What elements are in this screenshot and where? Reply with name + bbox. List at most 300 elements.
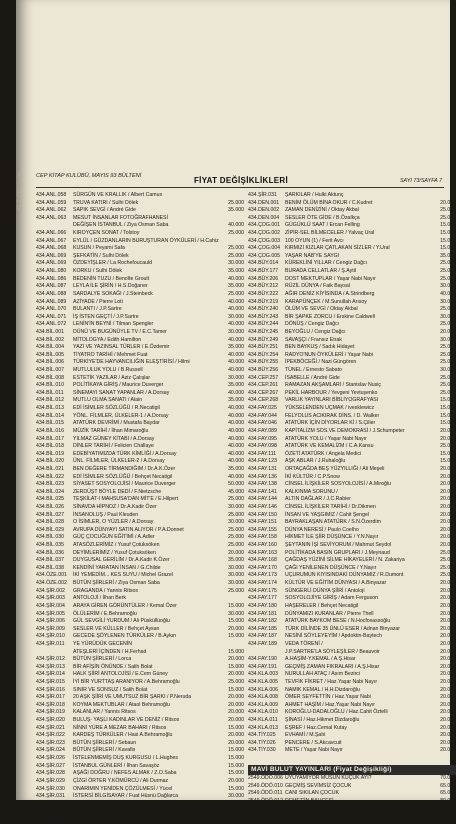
catalog-price: 25.000 [440,260,456,267]
catalog-price: 20.000 [228,709,244,716]
catalog-title: BİR ŞAPKE ZORCU / Erskine Caldwell [285,313,375,320]
catalog-title: DÜNÜ VE BUGÜNÜYLE TV / E.C.Tamer [73,328,167,335]
catalog-price: 25.000 [228,526,244,533]
catalog-row [248,321,456,329]
catalog-title: DEĞİŞEN İSTANBUL / Ziya Osman Saba [73,222,169,229]
catalog-price: 15.000 [440,397,456,404]
catalog-row [36,786,244,794]
catalog-row [36,588,244,596]
catalog-price: 25.000 [440,443,456,450]
catalog-title: DÖNÜŞ / Cengiz Dağcı [285,321,340,328]
catalog-code: 434.ANL.062 [36,207,67,214]
catalog-title: DOST MEKTUPLAR / Yaşar Nabi Nayır [285,275,376,282]
catalog-price: 35.000 [228,283,244,290]
catalog-code: 434.FAY.155 [248,526,277,533]
catalog-code: 434.ŞİR.033 [36,808,65,815]
catalog-row [248,230,456,238]
catalog-title: RAMAZAN AKŞAMLARI / Stanislav Nusiç [285,382,381,389]
catalog-code: 434.ANL.089 [36,298,67,305]
catalog-code: 434.BİL.007 [36,367,64,374]
catalog-code: 434.ŞİR.027 [36,762,65,769]
catalog-code: 434.ŞİR.031 [36,793,65,800]
catalog-price: 25.000 [440,549,456,556]
catalog-price: 25.000 [228,290,244,297]
catalog-title: PEKİL HARBOUR / Yevgeni Yevtuşenko [285,389,378,396]
catalog-price: 20.000 [440,473,456,480]
catalog-row [248,420,456,428]
catalog-row [36,557,244,565]
catalog-price: 25.000 [228,199,244,206]
catalog-price: 40.000 [228,458,244,465]
catalog-row [36,519,244,527]
catalog-code: 434.FAY.168 [248,557,277,564]
catalog-price: 20.000 [440,610,456,617]
catalog-price: 15.000 [228,815,244,822]
catalog-row [248,375,456,383]
catalog-row [36,207,244,215]
catalog-code: 434.ŞİR.018 [36,701,65,708]
catalog-title: ŞARKILAR / Hulki Aktunç [285,192,344,198]
catalog-row [248,268,456,276]
catalog-code: 434.ŞİR.032 [36,800,65,807]
catalog-title: YAŞAR NAB'YE SAYGI [285,252,340,259]
catalog-code: 434.ANL.059 [36,199,67,206]
catalog-price: 40.000 [228,222,244,229]
catalog-row [36,436,244,444]
catalog-title: SÜNGERLİ DÜNYA ŞİİRİ / Antoloji [285,587,365,594]
catalog-price: 40.000 [228,450,244,457]
catalog-code: 2549.ÖDÖ.006 [248,775,283,782]
catalog-title: MESUT İNSANLAR FOTOĞRAFHANESİ [73,214,168,221]
catalog-row [36,466,244,474]
catalog-title: ZERDÜŞT BÖYLE DEDİ / F.Nietzsche [73,488,162,495]
catalog-title: BİR AFİŞİN ÖNÜNDE / Salih Bolat [73,663,153,670]
catalog-row [248,405,456,413]
catalog-title: KÜREKLİNİ YILLAR / Cengiz Dağcı [285,260,368,267]
catalog-code: 434.FAY.138 [248,481,277,488]
catalog-price: 40.000 [228,443,244,450]
catalog-code: 434.ŞİR.012 [36,656,65,663]
catalog-code: 434.ÖZE.001 [36,572,67,579]
catalog-title: KUSUN / Peyami Safa [73,245,125,252]
catalog-row [248,747,456,755]
catalog-price: 35.000 [228,344,244,351]
catalog-code: 434.ANL.080 [36,268,67,275]
catalog-title: TRUVA KATIRI / Sulhi Dölek [73,199,139,206]
catalog-title: CİNSEL İLİŞKİLER SOSYOLOJİSİ / A.Miroğlu [285,481,391,488]
catalog-row [36,717,244,725]
catalog-title: CİNSEL İLİŞKİLER TARİHİ / Dr.Dikmen [285,503,376,510]
catalog-code: 434.ŞİR.029 [36,777,65,784]
catalog-title: AZİYADE / Pierre Loti [73,298,123,305]
catalog-price: 25.000 [228,245,244,252]
catalog-title: SOSYOLOJİYE GİRİŞ / Adam Ferguson [285,595,378,602]
catalog-price: 25.000 [228,230,244,237]
catalog-title: SESLER ÖTE GİDE / B.Özalkça [285,214,360,221]
catalog-code: 434.ŞİR.014 [36,671,65,678]
catalog-code: 434.BİL.027 [36,511,64,518]
catalog-price: 20.000 [440,618,456,625]
catalog-title: DEMET'İN BAHÇESİ [285,797,334,804]
catalog-title: BEDENİN TUZU / Benoîte Groult [73,275,150,282]
catalog-row [36,542,244,550]
catalog-price: 40.000 [228,412,244,419]
catalog-row [248,291,456,299]
catalog-code: 434.FAY.151 [248,519,277,526]
catalog-title: KALANLAR / Yannis Ritsos [73,709,136,716]
catalog-price: 20.000 [440,724,456,731]
catalog-code: 434.TİY.030 [248,747,276,754]
catalog-code: 434.ANL.086 [36,275,67,282]
catalog-code: 434.ŞİR.002 [36,587,65,594]
catalog-row [36,572,244,580]
catalog-code: 434.FAY.146 [248,503,277,510]
catalog-row [36,367,244,375]
catalog-title: KIROYÇEN SONAT / Tolstoy [73,230,140,237]
catalog-price: 25.000 [440,359,456,366]
catalog-price: 20.000 [440,640,456,647]
catalog-row [248,656,456,664]
catalog-row [248,603,456,611]
catalog-code: 434.ŞİR.026 [36,755,65,762]
catalog-title: 100 OYUN (1) / Ferit Avcı [285,237,344,244]
catalog-title: TÜRKİYE'DE HAYVANCILIĞIN ELEŞTİRİSİ / Hilmi [73,359,190,366]
catalog-row [248,775,456,783]
catalog-title: ŞEYTANIN İŞİ SEVİYORUM / Mahmut Seydol [285,542,392,549]
catalog-code: 434.BİL.001 [36,328,64,335]
catalog-price: 15.000 [228,648,244,655]
catalog-title: ŞEFKATİN / Sulhi Dölek [73,252,129,259]
catalog-row [36,268,244,276]
catalog-title: MÜZİK TARİHİ / İlhan Mimaroğlu [73,427,149,434]
catalog-row [248,222,456,230]
catalog-code: 434.BİL.030 [36,534,64,541]
catalog-title: YILMAZ GÜNEY KİTABI / A.Dorsay [73,435,155,442]
catalog-code: 434.ANL.066 [36,230,67,237]
catalog-price: 20.000 [440,739,456,746]
catalog-row [248,732,456,740]
catalog-row [248,207,456,215]
catalog-row [248,694,456,702]
catalog-title: SİNEMAYI SANAT YAPANLAR / A.Dorsay [73,389,170,396]
catalog-code: 434.ŞİR.031 [248,192,277,198]
catalog-title: 20 AŞK ŞİİRİ VE UMUTSUZ BİR ŞARKI / P.Neruda [73,694,192,701]
catalog-code: 434.BİL.035 [36,542,64,549]
catalog-row [248,443,456,451]
catalog-code: 434.BİL.011 [36,389,64,396]
catalog-row [36,359,244,367]
catalog-title: ŞİNASİ / Haz.Hikmet Dizdaroğlu [285,717,360,724]
catalog-title: A.HAŞİM-Y.KEMAL / A.Ş.Hisar [285,656,356,663]
catalog-price: 25.000 [440,382,456,389]
catalog-code: 434.FAY.160 [248,542,277,549]
catalog-title: AĞIR DENİZ KİYİSINDA / A.Strindberg [285,290,375,297]
catalog-row [36,504,244,512]
catalog-price: 25.000 [440,275,456,282]
catalog-code: 434.ŞİR.005 [36,610,65,617]
catalog-code: 434.FAY.182 [248,618,277,625]
catalog-price: 20.000 [228,701,244,708]
catalog-code: 434.FAY.136 [248,473,277,480]
catalog-price: 15.000 [440,222,456,229]
catalog-price: 20.000 [440,542,456,549]
catalog-price: 40.000 [228,359,244,366]
catalog-title: KALKINMA SORUNU / [285,488,338,495]
catalog-row [36,793,244,801]
catalog-code: 434.BİL.016 [36,427,64,434]
catalog-code: 434.ŞİR.022 [36,732,65,739]
catalog-row [36,679,244,687]
catalog-code: 434.BİL.036 [36,549,64,556]
catalog-row [248,344,456,352]
catalog-title: AŞK ABLAR / J.Ruhaloğlu [285,458,346,465]
catalog-title: ÖMER SEYFETTİN / Haz.Yaşar Nabi [285,694,371,701]
catalog-price: 40.000 [228,405,244,412]
catalog-row [36,390,244,398]
catalog-title: MUTLULUK YOLU / B.Russell [73,367,143,374]
catalog-price: 25.000 [228,511,244,518]
catalog-price: 15.000 [228,724,244,731]
catalog-title: İSABELLE / André Gide [285,374,340,381]
catalog-code: 434.ANL.069 [36,260,67,267]
catalog-code: 434.CEP.268 [248,397,279,404]
catalog-price: 20.000 [440,602,456,609]
catalog-row [248,367,456,375]
catalog-price: 65.000 [440,790,456,797]
catalog-price: 30.000 [228,328,244,335]
catalog-price: 15.000 [440,420,456,427]
catalog-code: 434.FAY.123 [248,458,277,465]
catalog-price: 40.000 [228,321,244,328]
catalog-title: KOROĞLU-DADALOĞLU / Haz.Cahit Öztelli [285,709,388,716]
catalog-title: SESLER VE KÜLLER / Behçet Aysan [73,625,160,632]
catalog-code: 434.ŞİR.011 [36,640,65,647]
catalog-code: 434.ŞİR.017 [36,694,65,701]
catalog-price: 20.000 [228,717,244,724]
catalog-row [248,314,456,322]
catalog-code: 434.ANL.072 [36,321,67,328]
catalog-price: 20.000 [440,671,456,678]
catalog-row [36,580,244,588]
catalog-price: 15.000 [228,770,244,777]
catalog-title: YÖNL. FİLMLER, ÜLKELER-1 / A.Dorsay [73,412,169,419]
catalog-code: 434.BÜY.251 [248,344,279,351]
catalog-title: PENCERE / S.Akcavcuit [285,739,342,746]
catalog-code: 434.FAY.144 [248,496,277,503]
catalog-title: ATATÜRK DEVRİMİ / Mustafa Baydar [73,420,160,427]
catalog-price: 25.000 [228,800,244,807]
catalog-code: 434.BÜY.177 [248,268,279,275]
catalog-title: DÜNYA NERESİ / Paulo Coelho [285,526,359,533]
catalog-code: 434.ANL.063 [36,214,67,221]
catalog-price: 35.000 [228,268,244,275]
catalog-row [36,808,244,816]
catalog-code: 434.ÖZE.002 [36,580,67,587]
catalog-price: 20.000 [440,526,456,533]
catalog-title: LENİN'İN BEYNİ / Tilman Spengler [73,321,154,328]
catalog-row [248,557,456,565]
catalog-code: 434.FAY.177 [248,595,277,602]
catalog-title: DUYGUSAL GERİLİM / Dr.A.Kadir K.Özer [73,557,170,564]
catalog-code: 434.FAY.175 [248,587,277,594]
catalog-title: BENİM ÖLÜM BİNA OKUR / C.Kudret [285,199,373,206]
catalog-code: 434.BÜY.249 [248,336,279,343]
catalog-code: 434.BİL.010 [36,382,64,389]
catalog-title: NURULLAH ATAÇ / Asım Bezirci [285,671,361,678]
catalog-price: 30.000 [440,298,456,305]
catalog-title: İŞ İSTEN GEÇTİ / J.P.Sartre [73,313,139,320]
catalog-price: 20.000 [440,503,456,510]
catalog-row [36,603,244,611]
catalog-price: 45.000 [228,488,244,495]
catalog-title: BULUŞ- YAŞLI KADINLAR VE DENİZ / Ritsos [73,717,180,724]
catalog-row [248,504,456,512]
catalog-code: 434.BÜY.243 [248,313,279,320]
catalog-price: 15.000 [228,686,244,693]
catalog-price: 15.000 [228,602,244,609]
catalog-row [248,489,456,497]
catalog-row [36,481,244,489]
catalog-price: 20.000 [440,663,456,670]
catalog-row [248,458,456,466]
catalog-code: 434.BÜY.254 [248,351,279,358]
catalog-title: BÜTÜN ŞİİRLERİ / Kavafis [73,747,136,754]
catalog-title: ALATURKA ŞİİRLER / Metin Altıok [73,815,153,822]
catalog-code: 434.FAY.163 [248,549,277,556]
bulletin-header: CEP KİTAP KULÜBÜ, MAYIS 93 BÜLTENİ [36,173,142,179]
catalog-title: TÜNEL / Ernesto Sabato [285,367,342,374]
catalog-row [248,725,456,733]
catalog-price: 20.000 [440,199,456,206]
catalog-row [248,474,456,482]
catalog-code: 434.ŞİR.028 [36,770,65,777]
catalog-code: 434.BÜY.256 [248,367,279,374]
catalog-code: 434.BİL.026 [36,503,64,510]
catalog-price: 35.000 [440,252,456,259]
catalog-row [248,519,456,527]
catalog-code: 434.FAY.187 [248,633,277,640]
catalog-code: 434.KLA.011 [248,717,278,724]
catalog-row [36,641,244,649]
catalog-code: 434.TİY.025 [248,732,276,739]
catalog-title: İKİ YEMEDİM... KES SUYU / Michel Grazel [73,572,173,579]
catalog-row [36,238,244,246]
catalog-title: KARDEŞ TÜRKÜLER / Hasi A.Behramoğlu [73,732,173,739]
catalog-price: 15.000 [440,458,456,465]
catalog-title: SİNAVDA HİPNOZ / Dr.A.Kadir Özer [73,503,157,510]
catalog-code: 434.BİL.021 [36,465,64,472]
catalog-price: 20.000 [440,717,456,724]
catalog-code: 434.ŞİR.021 [36,724,65,731]
catalog-price: 20.000 [440,580,456,587]
catalog-title: TİYATRO TARİHİ / Mehmet Fuat [73,351,148,358]
catalog-price: 25.000 [440,344,456,351]
catalog-title: O İSİMLER, O YÜZLER / A.Dorsay [73,519,154,526]
catalog-price: 15.000 [440,245,456,252]
catalog-code: 434.KLA.008 [248,694,278,701]
catalog-title: İSTANBUL GÜNLERİ / İlhan Savaşöz [73,762,160,769]
catalog-code: 434.ANL.068 [36,245,67,252]
catalog-title: İYİ BİR YURTTAŞ ARANIYOR / A.Behramoğlu [73,679,180,685]
catalog-price: 20.000 [440,481,456,488]
catalog-row [36,618,244,626]
catalog-row [248,436,456,444]
catalog-row [248,542,456,550]
catalog-code: 434.FAY.173 [248,572,277,579]
catalog-price: 20.000 [440,625,456,632]
catalog-price: 20.000 [440,686,456,693]
catalog-row [36,200,244,208]
catalog-price: 25.000 [228,534,244,541]
catalog-code: 434.BİL.017 [36,435,64,442]
catalog-title: SİYASET SOSYOLOJİSİ / Maurice Duverger [73,481,176,488]
catalog-title: AMERİKALI KADIN ŞAİRLER / T.S.Halman [73,808,173,815]
catalog-row [36,778,244,786]
catalog-title: VARLIK YAYINLARI BİBLİYOGRAFYASI [285,397,379,404]
catalog-price: 40.000 [228,298,244,305]
catalog-code: 434.ŞİR.024 [36,747,65,754]
catalog-row [36,740,244,748]
catalog-code: 2549.ÖDÖ.013 [248,805,283,812]
catalog-row [36,230,244,238]
catalog-code: 434.KLA.010 [248,709,278,716]
catalog-code: 434.FAY.111 [248,450,277,457]
catalog-code: 434.DEN.001 [248,199,280,206]
catalog-title: KORKU / Sulhi Dölek [73,268,123,275]
catalog-code: 434.FAY.181 [248,610,277,617]
catalog-code: 434.ANL.088 [36,290,67,297]
catalog-row [248,276,456,284]
catalog-title: ATATÜRK VE KEMALİZM / C.A.Kansu [285,443,374,450]
catalog-price: 25.000 [440,564,456,571]
catalog-row [36,474,244,482]
catalog-code: 434.BİL.025 [36,496,64,503]
catalog-price: 15.000 [440,450,456,457]
catalog-price: 20.000 [228,739,244,746]
catalog-code: 434.BİL.024 [36,488,64,495]
catalog-price: 70.000 [440,775,456,782]
catalog-title: TÜRK DİLİNDE 35 ÜNLÜ ESER / Adnan Binyazar [285,625,401,632]
catalog-row [248,299,456,307]
catalog-title: ÇAĞDAŞ YÜZİNİ SİLME HİKAYELERİ / N. Zakariya [285,557,405,564]
catalog-row [248,397,456,405]
catalog-price: 20.000 [228,777,244,784]
catalog-title: KAPİTALİZM SOS.VE DEMOKRASİ / J.Schumpeter [285,427,405,434]
header-divider [36,187,444,188]
catalog-code: 434.FAY.098 [248,443,277,450]
catalog-price: 40.000 [228,275,244,282]
catalog-price: 40.000 [228,306,244,313]
catalog-title: MİTOLOGYA / Edith Hamilton [73,336,142,343]
catalog-row [36,299,244,307]
catalog-title: ÇİZGİ ÖRTER Y.KÖMÜRCÜ / Ali Durmaz [73,777,169,784]
catalog-title: YAŞAYAN AMERİKAN ŞAİRLERİ / T.S.Halman [73,800,181,807]
catalog-row [248,481,456,489]
catalog-code: 434.BÜY.244 [248,321,279,328]
catalog-row [248,359,456,367]
catalog-code: 434.BÜY.222 [248,290,279,297]
catalog-title: GEÇMİŞ ZAMAN FIKRALARI / A.Ş.Hisar [285,663,380,670]
catalog-code: 434.ANL.071 [36,313,67,320]
catalog-title: TEŞKİLAT-I MAHSUSA'DAN MİT'E / E.Hilpert [73,496,179,503]
catalog-code: 434.ÇOG.003 [248,237,281,244]
catalog-title: HİKMET İLE ŞİİR DÜŞÜNCE / Y.N.Nayır [285,534,379,541]
catalog-code: 434.BİL.037 [36,557,64,564]
catalog-price: 65.000 [440,782,456,789]
catalog-code: 434.FAY.174 [248,580,277,587]
catalog-price: 35.000 [228,465,244,472]
catalog-title: POLİTİKADA BASIN GRUPLARI / J.Meynaud [285,549,390,556]
